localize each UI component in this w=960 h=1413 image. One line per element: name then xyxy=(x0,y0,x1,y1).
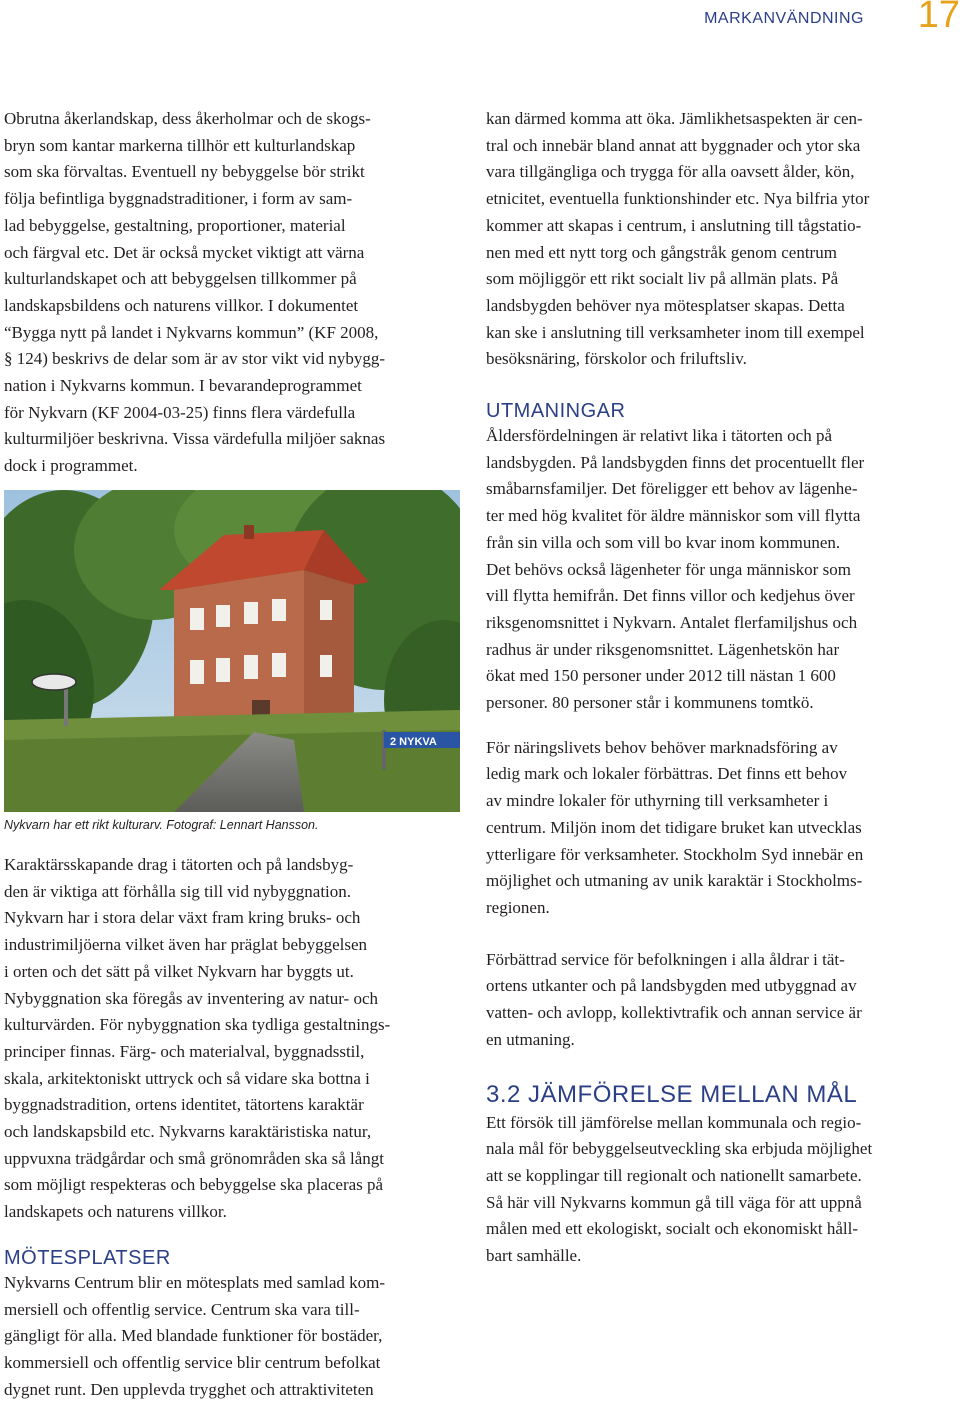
text-line: radhus är under riksgenomsnittet. Lägenhetskön har xyxy=(486,639,840,659)
text-line: som möjliggör ett rikt socialt liv på allmän plats. På xyxy=(486,269,839,289)
text-line: möjlighet och utmaning av unik karaktär i Stockholms- xyxy=(486,871,863,891)
text-line: som ska förvaltas. Eventuell ny bebyggelse bör strikt xyxy=(4,162,365,182)
text-line: att se kopplingar till regionalt och nationellt samarbete. xyxy=(486,1165,862,1185)
text-line: ter med hög kvalitet för äldre människor som vill flytta xyxy=(486,506,861,526)
text-line: gängligt för alla. Med blandade funktioner för bostäder, xyxy=(4,1326,383,1346)
text-line: kommer att skapas i centrum, i anslutning till tågstatio- xyxy=(486,215,862,235)
text-line: kulturmiljöer beskrivna. Vissa värdefulla miljöer saknas xyxy=(4,429,386,449)
paragraph-jamforelse xyxy=(486,1110,948,1270)
text-line: målen med ett ekologiskt, socialt och ekonomiskt håll- xyxy=(486,1219,859,1239)
text-line: kan därmed komma att öka. Jämlikhetsaspekten är cen- xyxy=(486,109,863,128)
text-line: besöksnäring, förskolor och friluftsliv. xyxy=(486,349,747,369)
text-line: Det behövs också lägenheter för unga människor som xyxy=(486,559,851,579)
left-column-top xyxy=(4,106,464,480)
paragraph-jamlikhet xyxy=(486,106,948,373)
paragraph-naringsliv xyxy=(486,735,948,922)
text-line: i orten och det sätt på vilket Nykvarn har byggts ut. xyxy=(4,961,354,981)
text-line: landskapets och naturens villkor. xyxy=(4,1202,227,1222)
text-line: bryn som kantar markerna tillhör ett kulturlandskap xyxy=(4,135,356,155)
text-line: landsbygden. På landsbygden finns det procentuellt fler xyxy=(486,452,865,472)
text-line: som möjligt respekteras och bebyggelse ska placeras på xyxy=(4,1175,384,1195)
left-column-bottom xyxy=(4,852,464,1403)
text-line: kulturvärden. För nybyggnation ska tydliga gestaltnings- xyxy=(4,1015,391,1035)
text-line: uppvuxna trädgårdar och små grönområden ska så långt xyxy=(4,1148,385,1168)
heading-motesplatser: MÖTESPLATSER xyxy=(4,1246,171,1269)
text-line: För näringslivets behov behöver marknadsföring av xyxy=(486,737,838,757)
text-line: § 124) beskrivs de delar som är av stor vikt vid nybygg- xyxy=(4,349,386,369)
text-line: “Bygga nytt på landet i Nykvarns kommun” (KF 2008, xyxy=(4,322,379,342)
text-line: från sin villa och som vill bo kvar inom kommunen. xyxy=(486,532,841,552)
photo-caption: Nykvarn har ett rikt kulturarv. Fotograf: Lennart Hansson. xyxy=(4,818,319,832)
text-line: ortens utkanter och på landsbygden med utbyggnad av xyxy=(486,976,857,996)
text-line: för Nykvarn (KF 2004-03-25) finns flera värdefulla xyxy=(4,402,356,422)
text-line: kommersiell och offentlig service blir centrum befolkat xyxy=(4,1352,381,1372)
house-photo-illustration xyxy=(4,490,460,812)
text-line: ökat med 150 personer under 2012 till nästan 1 600 xyxy=(486,666,836,686)
text-line: skala, arkitektoniskt uttryck och så vidare ska bottna i xyxy=(4,1068,370,1088)
text-line: och landskapsbild etc. Nykvarns karaktäristiska natur, xyxy=(4,1122,372,1142)
heading-utmaningar: UTMANINGAR xyxy=(486,400,626,423)
text-line: småbarnsfamiljer. Det föreligger ett behov av lägenhe- xyxy=(486,479,858,499)
text-line: följa befintliga byggnadstraditioner, i form av sam- xyxy=(4,189,353,209)
section-title: MARKANVÄNDNING xyxy=(704,10,864,27)
text-line: vill flytta hemifrån. Det finns villor och kedjehus över xyxy=(486,586,855,606)
paragraph-kulturlandskap xyxy=(4,106,464,480)
text-line: kan ske i anslutning till verksamheter inom till exempel xyxy=(486,322,865,342)
text-line: vara tillgängliga och trygga för alla oavsett ålder, kön, xyxy=(486,162,855,182)
text-line: Ett försök till jämförelse mellan kommunala och regio- xyxy=(486,1112,862,1132)
text-line: Karaktärsskapande drag i tätorten och på landsbyg- xyxy=(4,855,354,874)
paragraph-karaktarsdrag xyxy=(4,852,464,1226)
text-line: ytterligare för verksamheter. Stockholm Syd innebär en xyxy=(486,844,864,864)
text-line: Förbättrad service för befolkningen i alla åldrar i tät- xyxy=(486,949,845,969)
right-column xyxy=(486,106,948,1270)
text-line: ledig mark och lokaler förbättras. Det finns ett behov xyxy=(486,764,848,784)
text-line: kulturlandskapet och att bebyggelsen tillkommer på xyxy=(4,269,357,289)
paragraph-centrum xyxy=(4,1270,464,1404)
text-line: Nykvarns Centrum blir en mötesplats med samlad kom- xyxy=(4,1272,386,1292)
text-line: landskapsbildens och naturens villkor. I dokumentet xyxy=(4,295,359,315)
text-line: Obrutna åkerlandskap, dess åkerholmar och de skogs- xyxy=(4,109,371,128)
page-number: 17 xyxy=(917,0,960,36)
text-line: personer. 80 personer står i kommunens tomtkö. xyxy=(486,693,814,713)
text-line: Åldersfördelningen är relativt lika i tätorten och på xyxy=(486,426,833,446)
text-line: Nybyggnation ska föregås av inventering av natur- och xyxy=(4,988,379,1008)
text-line: Nykvarn har i stora delar växt fram kring bruks- och xyxy=(4,908,361,928)
text-line: bart samhälle. xyxy=(486,1246,582,1266)
text-line: principer finnas. Färg- och materialval, byggnadsstil, xyxy=(4,1041,365,1061)
text-line: nala mål för bebyggelseutveckling ska erbjuda möjlighet xyxy=(486,1139,873,1159)
text-line: vatten- och avlopp, kollektivtrafik och annan service är xyxy=(486,1003,862,1023)
text-line: regionen. xyxy=(486,897,550,917)
text-line: Så här vill Nykvarns kommun gå till väga för att uppnå xyxy=(486,1192,862,1212)
paragraph-service xyxy=(486,947,948,1054)
text-line: etnicitet, eventuella funktionshinder etc. Nya bilfria ytor xyxy=(486,189,870,209)
text-line: tral och innebär bland annat att byggnader och ytor ska xyxy=(486,135,861,155)
paragraph-aldersfordelning xyxy=(486,423,948,717)
photo-kulturarv xyxy=(4,490,460,812)
text-line: dygnet runt. Den upplevda trygghet och attraktiviteten xyxy=(4,1379,374,1399)
text-line: en utmaning. xyxy=(486,1029,575,1049)
text-line: av mindre lokaler för uthyrning till verksamheter i xyxy=(486,791,829,811)
text-line: och färgval etc. Det är också mycket viktigt att värna xyxy=(4,242,365,262)
road-sign-text: 2 NYKVA xyxy=(390,736,437,748)
text-line: dock i programmet. xyxy=(4,456,138,476)
text-line: landsbygden behöver nya mötesplatser skapas. Detta xyxy=(486,295,845,315)
text-line: mersiell och offentlig service. Centrum ska vara till- xyxy=(4,1299,360,1319)
text-line: lad bebyggelse, gestaltning, proportioner, material xyxy=(4,215,346,235)
text-line: centrum. Miljön inom det tidigare bruket kan utvecklas xyxy=(486,817,862,837)
heading-jamforelse: 3.2 JÄMFÖRELSE MELLAN MÅL xyxy=(486,1080,858,1108)
text-line: den är viktiga att förhålla sig till vid nybyggnation. xyxy=(4,881,352,901)
text-line: nen med ett nytt torg och gångstråk genom centrum xyxy=(486,242,837,262)
text-line: byggnadstradition, ortens identitet, tätortens karaktär xyxy=(4,1095,364,1115)
text-line: industrimiljöerna vilket även har präglat bebyggelsen xyxy=(4,935,368,955)
text-line: nation i Nykvarns kommun. I bevarandeprogrammet xyxy=(4,376,362,396)
text-line: riksgenomsnittet i Nykvarn. Antalet flerfamiljshus och xyxy=(486,612,858,632)
